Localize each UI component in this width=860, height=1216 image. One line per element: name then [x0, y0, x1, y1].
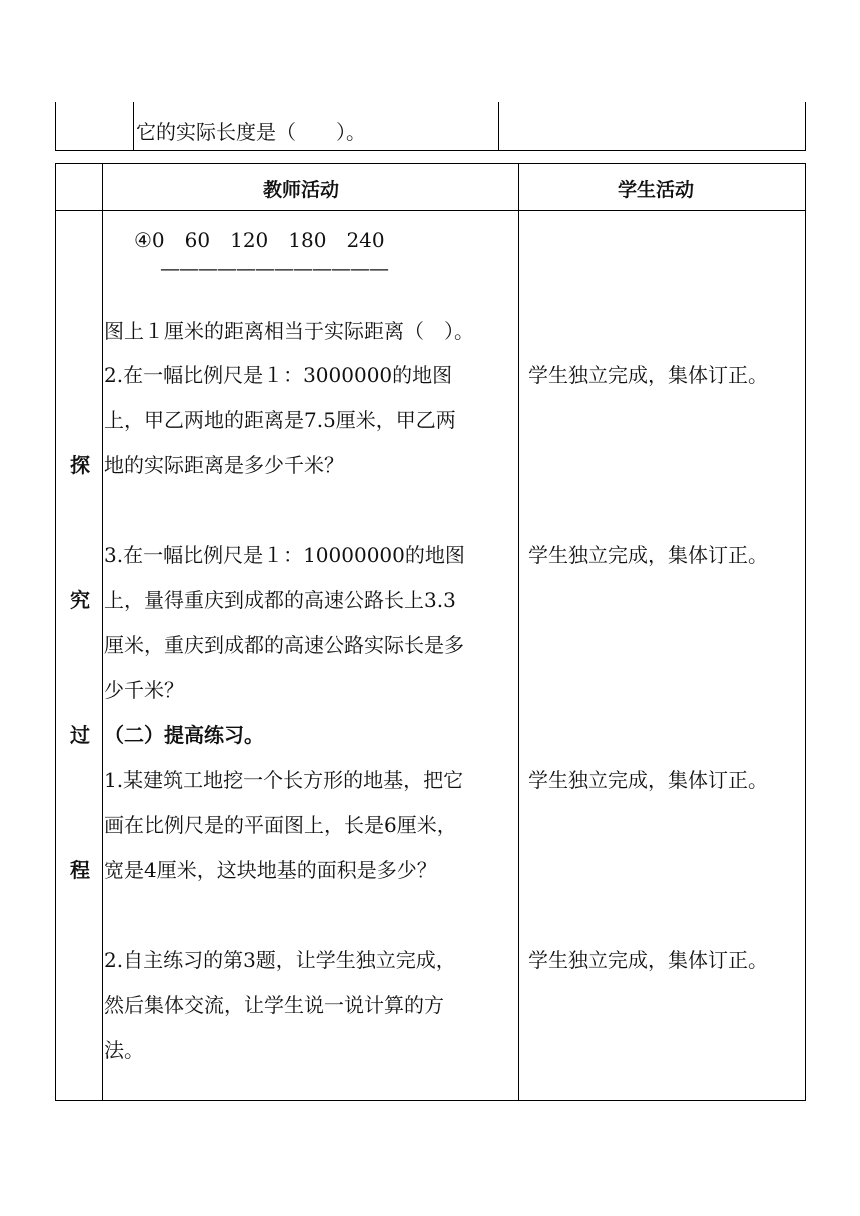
student-line: 学生独立完成，集体订正。: [528, 768, 768, 792]
teacher-line: 3.在一幅比例尺是１：10000000的地图: [104, 543, 465, 567]
side-label-char-3: 过: [70, 723, 90, 747]
teacher-line: 宽是4厘米，这块地基的面积是多少？: [104, 858, 437, 882]
table-divider-left: [102, 164, 103, 1100]
header-teacher-activity: 教师活动: [263, 179, 340, 201]
table-divider-right: [518, 164, 519, 1100]
scale-numbers: ④0 60 120 180 240: [134, 228, 385, 252]
teacher-line: 上，量得重庆到成都的高速公路长上3.3: [104, 588, 456, 612]
student-line: 学生独立完成，集体订正。: [528, 543, 768, 567]
teacher-line: 然后集体交流，让学生说一说计算的方: [104, 993, 444, 1017]
top-table-divider-1: [133, 102, 134, 150]
top-table-text: 它的实际长度是（ ）。: [136, 120, 366, 144]
scale-bar: ————————————: [160, 256, 388, 280]
teacher-line: 少千米？: [104, 678, 184, 702]
side-label-char-2: 究: [70, 588, 90, 612]
header-divider: [56, 210, 805, 211]
teacher-line: 法。: [104, 1038, 144, 1062]
student-line: 学生独立完成，集体订正。: [528, 948, 768, 972]
teacher-line: 1.某建筑工地挖一个长方形的地基，把它: [104, 768, 464, 792]
teacher-line: 图上１厘米的距离相当于实际距离（ ）。: [104, 319, 474, 343]
section-title: （二）提高练习。: [104, 723, 264, 747]
teacher-line: 地的实际距离是多少千米？: [104, 453, 344, 477]
teacher-line: 厘米，重庆到成都的高速公路实际长是多: [104, 633, 464, 657]
teacher-line: 画在比例尺是的平面图上，长是6厘米，: [104, 813, 457, 837]
teacher-line: 2.自主练习的第3题，让学生独立完成，: [104, 948, 456, 972]
side-label-char-4: 程: [70, 858, 90, 882]
student-line: 学生独立完成，集体订正。: [528, 363, 768, 387]
activity-table: [55, 163, 806, 1101]
top-table-divider-2: [498, 102, 499, 150]
top-table: [55, 102, 806, 151]
header-student-activity: 学生活动: [618, 179, 695, 201]
teacher-line: 上，甲乙两地的距离是7.5厘米，甲乙两: [104, 408, 456, 432]
side-label-char-1: 探: [70, 453, 90, 477]
teacher-line: 2.在一幅比例尺是１：3000000的地图: [104, 363, 453, 387]
